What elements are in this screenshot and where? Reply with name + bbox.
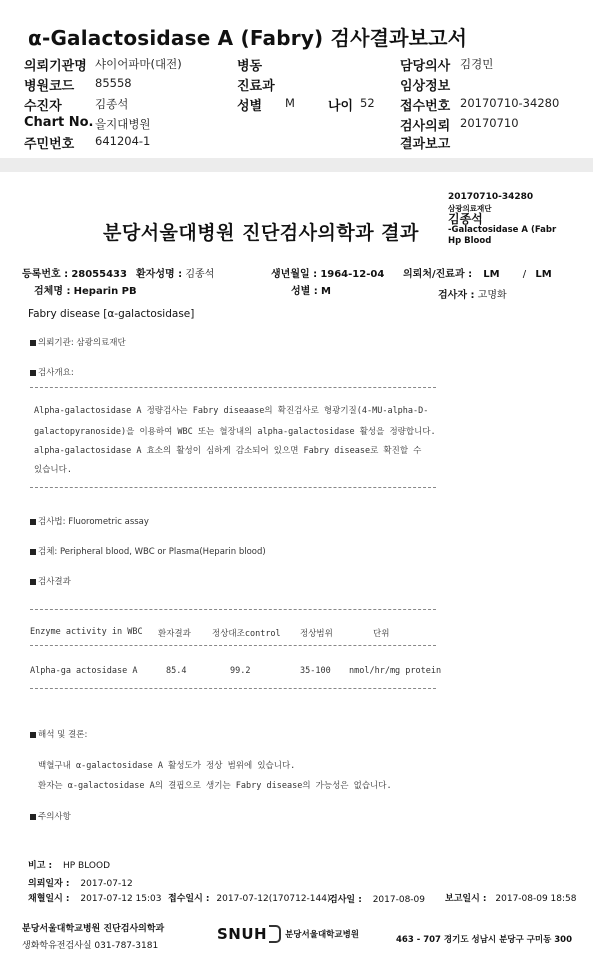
bullet-square-icon	[30, 340, 36, 346]
table-cell-reference-range: 35-100	[300, 666, 331, 676]
snuh-logo-text: SNUH	[217, 925, 268, 943]
table-cell-test: Alpha-ga actosidase A	[30, 666, 138, 676]
sticker-receipt-number: 20170710-34280	[448, 192, 534, 202]
sex-label: 성별 :	[291, 286, 318, 297]
test-date-label: 검사일 :	[329, 895, 362, 905]
lab-phone: 생화학유전검사실 031-787-3181	[22, 941, 159, 951]
bullet-square-icon	[30, 370, 36, 376]
report-time-field	[445, 891, 577, 904]
note-label: 비고 :	[28, 861, 53, 871]
bullet-square-icon	[30, 732, 36, 738]
dashed-divider	[30, 387, 436, 388]
request-date-value: 2017-07-12	[80, 879, 133, 889]
label-chart-no: Chart No.	[24, 115, 94, 130]
table-header-unit: 단위	[373, 629, 390, 639]
table-header-test: Enzyme activity in WBC	[30, 627, 143, 637]
receipt-time-label: 접수일시 :	[168, 894, 210, 904]
value-patient: 김종석	[95, 97, 129, 111]
sticker-test-name: -Galactosidase A (Fabr	[448, 225, 557, 235]
dashed-divider	[30, 609, 436, 610]
examiner-field	[438, 286, 507, 301]
label-resident-number: 주민번호	[24, 137, 75, 152]
overview-line-3: alpha-galactosidase A 효소의 활성이 심하게 감소되어 있으면 Fabry disease로 확진할 수	[34, 446, 422, 456]
note-value: HP BLOOD	[63, 861, 111, 871]
value-resident-number: 641204-1	[95, 134, 151, 148]
bullet-square-icon	[30, 549, 36, 555]
logo-mark-icon	[269, 925, 281, 943]
request-date-field	[28, 876, 133, 889]
department-value-2: LM	[535, 269, 552, 280]
dashed-divider	[30, 487, 436, 488]
sex-field	[291, 282, 331, 297]
interpretation-line-2: 환자는 α-galactosidase A의 결핍으로 생기는 Fabry disease의 가능성은 없습니다.	[38, 781, 392, 791]
result-heading: 검사결과	[30, 575, 71, 587]
label-sex: 성별	[237, 99, 263, 114]
value-chart-no: 을지대병원	[95, 117, 151, 131]
patient-name-value: 김종석	[185, 269, 215, 280]
table-cell-unit: nmol/hr/mg protein	[349, 666, 442, 676]
dashed-divider	[30, 688, 436, 689]
receipt-time-value: 2017-07-12(170712-144)	[216, 894, 331, 904]
department-separator: /	[522, 269, 527, 280]
test-date-field	[329, 892, 425, 905]
interpretation-line-1: 백혈구내 α-galactosidase A 활성도가 정상 범위에 있습니다.	[38, 761, 296, 771]
hospital-report-title: 분당서울대병원 진단검사의학과 결과	[103, 222, 419, 244]
report-header-title: α-Galactosidase A (Fabry) 검사결과보고서	[28, 26, 468, 50]
table-cell-normal-control: 99.2	[230, 666, 251, 676]
label-result-report: 결과보고	[400, 137, 451, 152]
specimen-label: 검체명 :	[34, 286, 71, 297]
label-doctor: 담당의사	[400, 59, 451, 74]
sticker-specimen: Hp Blood	[448, 236, 492, 246]
sticker-institution: 삼광의료재단	[448, 204, 492, 213]
receipt-time-field	[168, 891, 331, 904]
collection-time-value: 2017-07-12 15:03	[80, 894, 162, 904]
label-age: 나이	[328, 99, 354, 114]
note-field	[28, 858, 110, 871]
examiner-value: 고명화	[477, 290, 507, 301]
patient-name-label: 환자성명 :	[136, 269, 183, 280]
value-doctor: 김경민	[460, 57, 494, 71]
interpretation-heading: 해석 및 결론:	[30, 728, 87, 740]
sex-value: M	[321, 286, 331, 297]
label-requesting-institution: 의뢰기관명	[24, 59, 87, 74]
table-header-reference-range: 정상범위	[300, 629, 333, 639]
hospital-address: 463 - 707 경기도 성남시 분당구 구미동 300	[396, 935, 573, 945]
table-header-patient-result: 환자결과	[158, 629, 191, 639]
value-sex: M	[285, 96, 295, 110]
label-ward: 병동	[237, 59, 263, 74]
collection-time-field	[28, 891, 162, 904]
dob-value: 1964-12-04	[320, 269, 385, 280]
bullet-square-icon	[30, 814, 36, 820]
value-receipt-number: 20170710-34280	[460, 96, 560, 110]
report-time-label: 보고일시 :	[445, 894, 487, 904]
bullet-square-icon	[30, 519, 36, 525]
bullet-square-icon	[30, 579, 36, 585]
value-hospital-code: 85558	[95, 76, 132, 90]
department-field	[403, 265, 552, 280]
label-receipt-number: 접수번호	[400, 99, 451, 114]
test-name: Fabry disease [α-galactosidase]	[28, 308, 195, 320]
method-line: 검사법: Fluorometric assay	[30, 515, 149, 527]
value-age: 52	[360, 96, 375, 110]
value-requesting-institution: 샤이어파마(대전)	[95, 57, 182, 71]
specimen-sticker	[448, 192, 556, 247]
examiner-label: 검사자 :	[438, 290, 475, 301]
table-header-normal-control: 정상대조control	[212, 629, 281, 639]
institution-line: 의뢰기관: 삼광의료재단	[30, 336, 126, 348]
section-divider	[0, 158, 593, 172]
sticker-patient-name: 김종석	[448, 212, 483, 226]
logo-hospital-name: 분당서울대학교병원	[285, 930, 359, 940]
patient-name-field	[136, 265, 214, 280]
collection-time-label: 채혈일시 :	[28, 894, 70, 904]
hospital-logo	[217, 925, 359, 943]
overview-heading: 검사개요:	[30, 366, 74, 378]
dashed-divider	[30, 645, 436, 646]
value-test-request: 20170710	[460, 116, 519, 130]
specimen-value: Heparin PB	[73, 286, 137, 297]
overview-line-4: 있습니다.	[34, 465, 72, 475]
overview-line-2: galactopyranoside)을 이용하여 WBC 또는 혈장내의 alpha-galactosidase 활성을 정량합니다.	[34, 427, 436, 437]
label-clinical-info: 임상정보	[400, 79, 451, 94]
notes-heading: 주의사항	[30, 810, 71, 822]
table-cell-patient-result: 85.4	[166, 666, 187, 676]
label-department: 진료과	[237, 79, 275, 94]
request-date-label: 의뢰일자 :	[28, 879, 70, 889]
dob-label: 생년월일 :	[271, 269, 318, 280]
lab-department-name: 분당서울대학교병원 진단검사의학과	[22, 924, 165, 934]
registration-number-field	[22, 265, 127, 280]
report-time-value: 2017-08-09 18:58	[495, 894, 577, 904]
department-value-1: LM	[483, 269, 500, 280]
test-date-value: 2017-08-09	[372, 895, 426, 905]
overview-line-1: Alpha-galactosidase A 정량검사는 Fabry diseaase의 확진검사로 형광기질(4-MU-alpha-D-	[34, 406, 429, 416]
label-hospital-code: 병원코드	[24, 79, 75, 94]
registration-number-value: 28055433	[71, 269, 127, 280]
registration-number-label: 등록번호 :	[22, 269, 69, 280]
department-label: 의뢰처/진료과 :	[403, 269, 473, 280]
label-patient: 수진자	[24, 99, 62, 114]
label-test-request: 검사의뢰	[400, 119, 451, 134]
dob-field	[271, 265, 384, 280]
specimen-type-line: 검체: Peripheral blood, WBC or Plasma(Heparin blood)	[30, 545, 266, 557]
specimen-field	[34, 282, 137, 297]
